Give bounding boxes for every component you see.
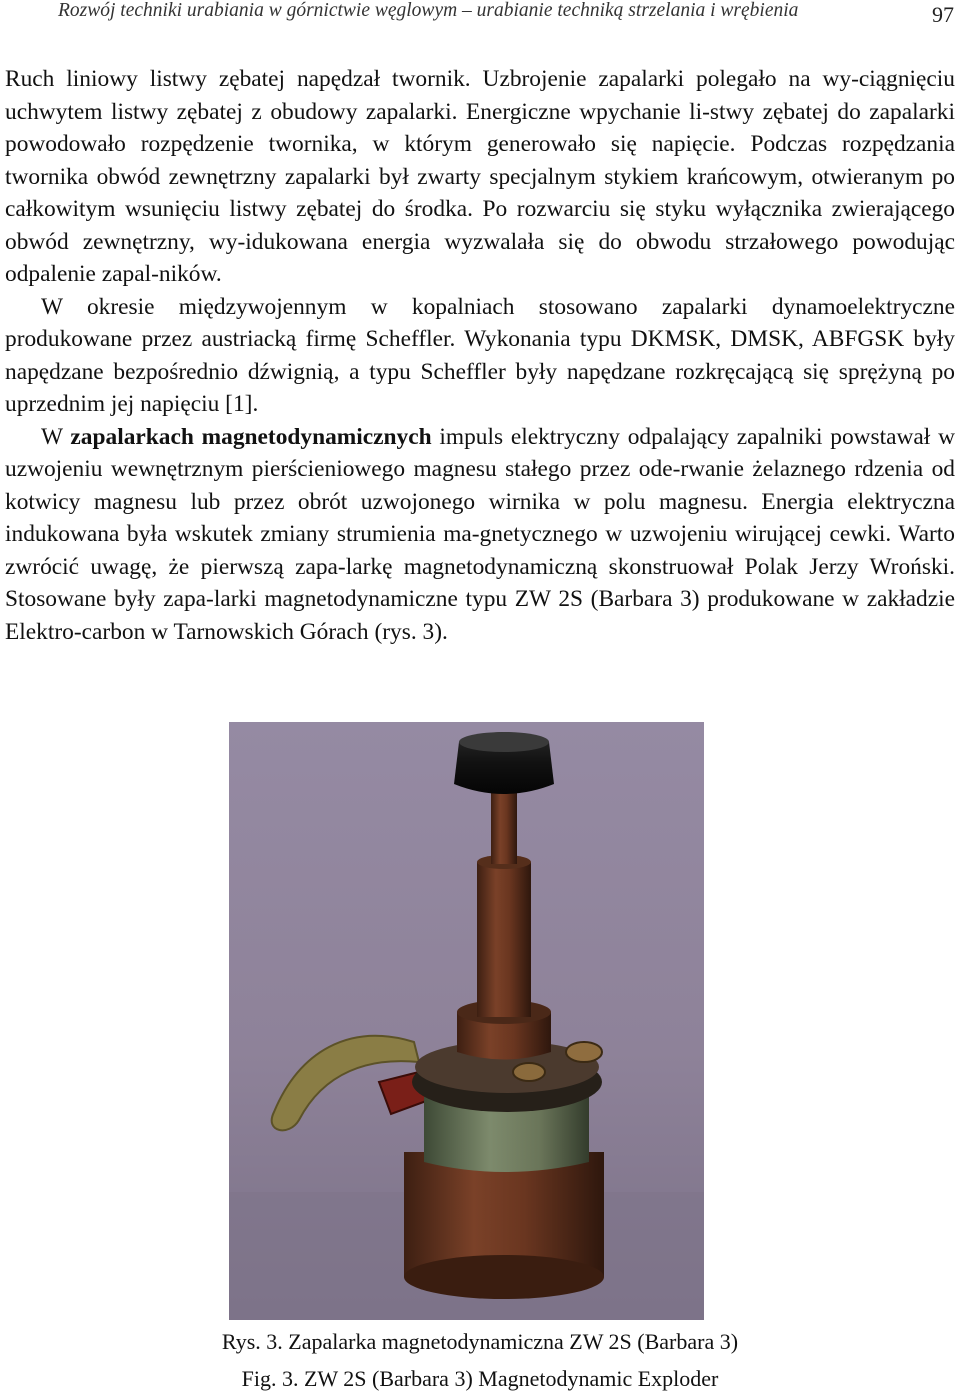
terminal-left xyxy=(513,1063,545,1081)
terminal-right xyxy=(566,1042,602,1062)
paragraph-3-bold-term: zapalarkach magnetodynamicznych xyxy=(70,423,432,450)
figure-caption-english: Fig. 3. ZW 2S (Barbara 3) Magnetodynamic Exploder xyxy=(241,1366,719,1391)
column xyxy=(477,862,531,1017)
page-number: 97 xyxy=(932,2,954,27)
paragraph-3-start: W xyxy=(41,423,71,450)
body-text xyxy=(5,63,955,648)
exploder-photo xyxy=(229,722,704,1320)
paragraph-1: Ruch liniowy listwy zębatej napędzał twornik. Uzbrojenie zapalarki polegało na wy-ciągnięciu uchwytem listwy zębatej z obudowy zapalarki. Energiczne wpychanie li-stwy zębatej do zapalarki powodowało rozpędzenie twornika, w którym generowało się napięcie. Podczas rozpędzania twornika obwód zewnętrzny zapalarki był zwarty specjalnym stykiem krańcowym, otwieranym po całkowitym wsunięciu listwy zębatej do środka. Po rozwarciu się styku wyłącznika zwierającego obwód zewnętrzny, wy-idukowana energia wyzwalała się do obwodu strzałowego powodując odpalenie zapal-ników. xyxy=(5,66,955,287)
shaft xyxy=(491,792,517,864)
figure-caption-polish: Rys. 3. Zapalarka magnetodynamiczna ZW 2S (Barbara 3) xyxy=(221,1329,739,1354)
paragraph-3-rest: impuls elektryczny odpalający zapalniki powstawał w uzwojeniu wewnętrznym pierścieniowego magnesu stałego przez ode-rwanie żelaznego rdzenia od kotwicy magnesu lub przez obrót uzwojonego wirnika w polu magnesu. Energia elektryczna indukowana była wskutek zmiany strumienia ma-gnetycznego w uzwojeniu wirującej cewki. Warto zwrócić uwagę, że pierwszą zapa-larkę magnetodynamiczną skonstruował Polak Jerzy Wroński. Stosowane były zapa-larki magnetodynamiczne typu ZW 2S (Barbara 3) produkowane w zakładzie Elektro-carbon w Tarnowskich Górach (rys. 3). xyxy=(5,423,955,645)
knob-top xyxy=(459,732,549,752)
paragraph-3 xyxy=(5,421,955,649)
running-header xyxy=(0,0,960,36)
paragraph-2: W okresie międzywojennym w kopalniach stosowano zapalarki dynamoelektryczne produkowane przez austriacką firmę Scheffler. Wykonania typu DKMSK, DMSK, ABFGSK były napędzane bezpośrednio dźwignią, a typu Scheffler były napędzane rozkręcającą się sprężyną po uprzednim jej napięciu [1]. xyxy=(5,293,955,417)
running-header-title: Rozwój techniki urabiania w górnictwie węglowym – urabianie techniką strzelania i wrębienia xyxy=(58,0,799,21)
body-bottom-rim xyxy=(404,1255,604,1299)
